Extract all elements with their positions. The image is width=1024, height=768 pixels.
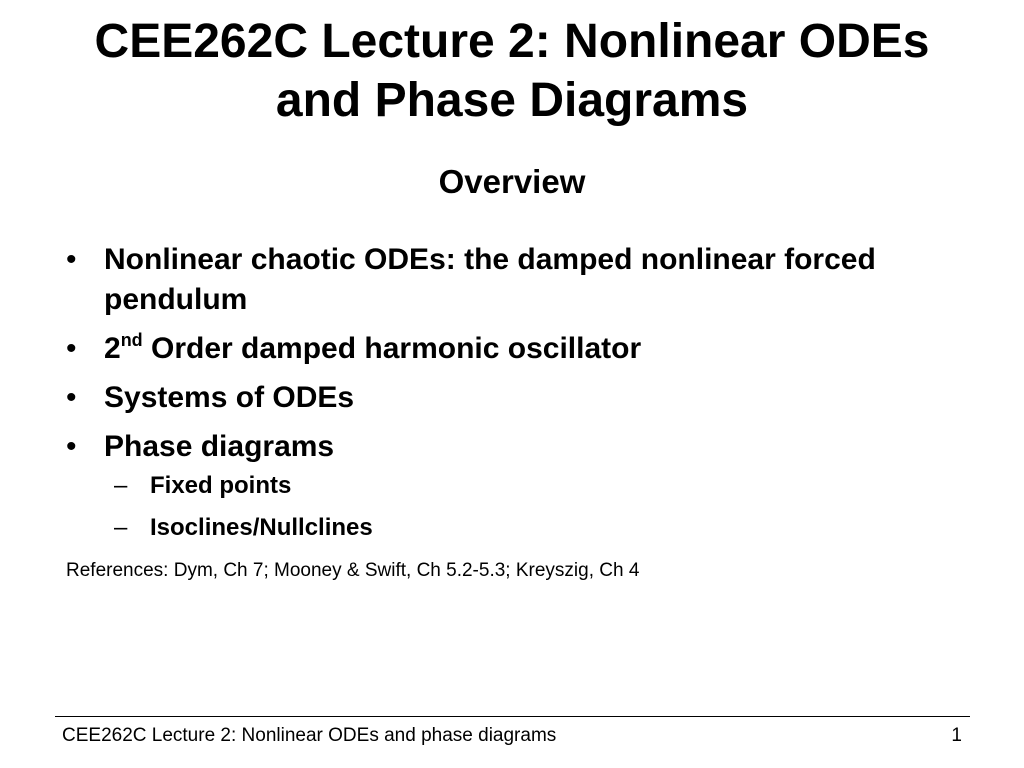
- slide-subtitle: Overview: [438, 163, 586, 200]
- sub-bullet-fixed-points: [0, 469, 1024, 503]
- bullet-superscript: nd: [120, 330, 143, 350]
- page-number: 1: [951, 725, 962, 746]
- bullet-item-pendulum: [0, 240, 904, 320]
- bullet-item-phase-diagrams: [0, 427, 904, 467]
- bullet-icon: •: [66, 243, 77, 276]
- references: References: Dym, Ch 7; Mooney & Swift, Ch 5.2-5.3; Kreyszig, Ch 4: [66, 560, 640, 581]
- footer-title: CEE262C Lecture 2: Nonlinear ODEs and phase diagrams: [62, 725, 557, 746]
- footer-divider: [55, 716, 970, 717]
- slide-title: [0, 12, 1024, 130]
- sub-bullet-isoclines: [0, 511, 1024, 545]
- bullet-text: Order damped harmonic oscillator: [142, 332, 642, 365]
- bullet-icon: •: [66, 332, 77, 365]
- bullet-icon: •: [66, 430, 77, 463]
- slide-title-line-2: and Phase Diagrams: [275, 74, 749, 127]
- bullet-prefix: 2: [104, 332, 121, 365]
- bullet-icon: •: [66, 381, 77, 414]
- sub-bullet-text: Isoclines/Nullclines: [150, 514, 373, 541]
- bullet-item-systems: [0, 378, 904, 418]
- bullet-text: Nonlinear chaotic ODEs: the damped nonlinear forced pendulum: [104, 243, 876, 316]
- bullet-list: [0, 240, 1024, 553]
- bullet-text: Phase diagrams: [104, 430, 335, 463]
- slide-title-line-1: CEE262C Lecture 2: Nonlinear ODEs: [94, 15, 930, 68]
- bullet-item-oscillator: [0, 329, 904, 369]
- dash-icon: –: [114, 472, 128, 499]
- bullet-text: Systems of ODEs: [104, 381, 355, 414]
- sub-bullet-text: Fixed points: [150, 472, 292, 499]
- dash-icon: –: [114, 514, 128, 541]
